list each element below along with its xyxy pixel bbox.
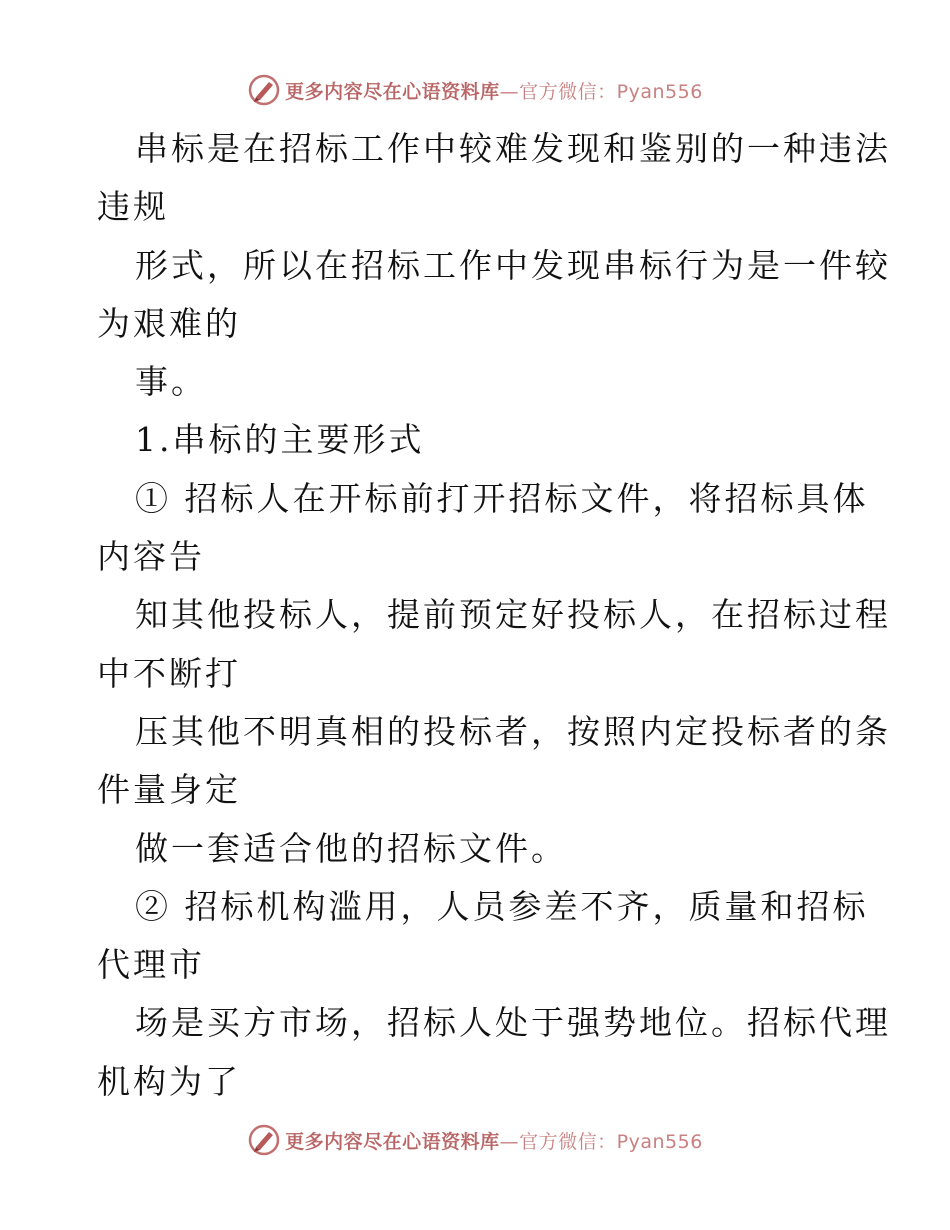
text-line: 1.串标的主要形式: [135, 420, 425, 460]
pen-logo-icon: [247, 73, 281, 107]
banner-text-rest: —官方微信：Pyan556: [499, 80, 703, 103]
text-line: ① 招标人在开标前打开招标文件，将招标具体: [135, 478, 869, 518]
text-line: 压其他不明真相的投标者，按照内定投标者的条: [135, 711, 891, 751]
text-line: 件量身定: [97, 770, 241, 810]
text-line: 场是买方市场，招标人处于强势地位。招标代理: [135, 1003, 891, 1043]
text-line: ② 招标机构滥用，人员参差不齐，质量和招标: [135, 886, 869, 926]
text-line: 违规: [97, 187, 169, 227]
document-body: [97, 120, 891, 1111]
banner-text-main: 更多内容尽在心语资料库: [285, 1130, 500, 1153]
text-line: 为艰难的: [97, 303, 241, 343]
text-line: 做一套适合他的招标文件。: [135, 828, 567, 868]
text-line: 串标是在招标工作中较难发现和鉴别的一种违法: [135, 129, 891, 168]
text-line: 事。: [135, 362, 207, 402]
banner-text-main: 更多内容尽在心语资料库: [285, 80, 500, 103]
text-line: 代理市: [97, 945, 205, 985]
banner-text-rest: —官方微信：Pyan556: [499, 1130, 703, 1153]
pen-logo-icon: [247, 1123, 281, 1157]
text-line: 中不断打: [97, 653, 241, 693]
banner-text: [285, 77, 703, 104]
footer-banner: [0, 1120, 950, 1160]
text-line: 知其他投标人，提前预定好投标人，在招标过程: [135, 595, 891, 635]
text-line: 形式，所以在招标工作中发现串标行为是一件较: [135, 245, 891, 285]
banner-text: [285, 1127, 703, 1154]
text-line: 内容告: [97, 537, 205, 577]
header-banner: [0, 70, 950, 110]
text-line: 机构为了: [97, 1061, 241, 1101]
